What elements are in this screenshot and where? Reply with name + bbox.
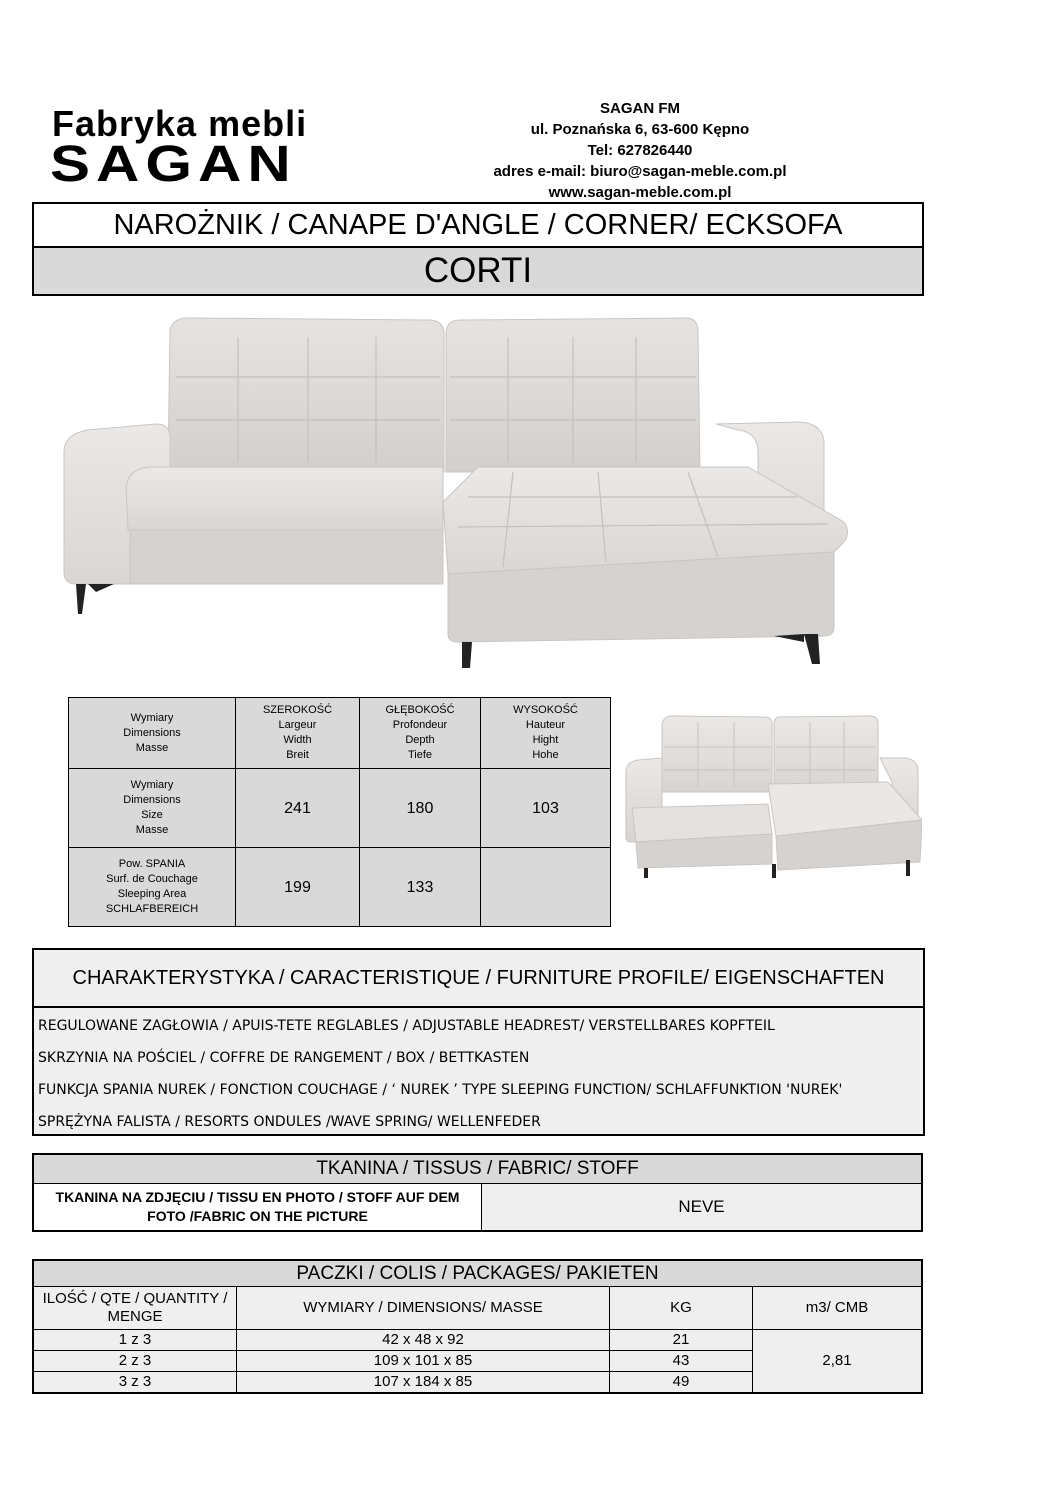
dims-row-label (69, 848, 236, 927)
fabric-label-line: FOTO /FABRIC ON THE PICTURE (147, 1208, 368, 1224)
dims-row-label-line: Masse (135, 824, 169, 836)
package-quantity: 3 z 3 (33, 1372, 237, 1394)
dims-row-label (69, 769, 236, 848)
characteristics-box (32, 948, 925, 1136)
dims-header-height-line: Hauteur (525, 719, 566, 731)
col-quantity-line: MENGE (107, 1308, 163, 1325)
package-kg: 43 (610, 1351, 753, 1372)
dims-header-height-line: Hight (532, 734, 559, 746)
sleeping-depth-value: 133 (360, 848, 481, 927)
product-model: CORTI (423, 251, 533, 290)
dims-row-label-line: SCHLAFBEREICH (105, 903, 199, 915)
dims-header-label-line: Wymiary (130, 711, 174, 724)
package-kg: 49 (610, 1372, 753, 1394)
dims-header-depth-line: GŁĘBOKOŚĆ (385, 704, 455, 716)
title-box (32, 202, 924, 296)
package-kg: 21 (610, 1330, 753, 1351)
product-category: NAROŻNIK / CANAPE D'ANGLE / CORNER/ ECKSOFA (34, 204, 922, 248)
contact-block (470, 98, 810, 203)
package-dimensions: 107 x 184 x 85 (237, 1372, 610, 1394)
dims-header-height (481, 698, 611, 769)
fabric-table (32, 1153, 923, 1232)
dims-row-label-line: Pow. SPANIA (118, 858, 186, 870)
company-address: ul. Poznańska 6, 63-600 Kępno (530, 121, 750, 138)
size-height-value: 103 (481, 769, 611, 848)
package-row (33, 1330, 922, 1351)
col-dimensions: WYMIARY / DIMENSIONS/ MASSE (237, 1287, 610, 1330)
characteristics-list (38, 1010, 842, 1138)
col-kg: KG (610, 1287, 753, 1330)
package-volume: 2,81 (753, 1330, 923, 1394)
dims-header-width-line: Largeur (278, 719, 317, 731)
dims-header-width-line: Breit (286, 749, 309, 761)
fabric-value: NEVE (482, 1184, 923, 1232)
package-quantity: 1 z 3 (33, 1330, 237, 1351)
characteristic-item: FUNKCJA SPANIA NUREK / FONCTION COUCHAGE / ‘ NUREK ’ TYPE SLEEPING FUNCTION/ SCHLAFFUNKTION 'NUREK' (38, 1082, 843, 1098)
col-quantity-line: ILOŚĆ / QTE / QUANTITY / (42, 1290, 228, 1307)
dims-header-depth-line: Profondeur (392, 719, 448, 731)
dims-header-depth (360, 698, 481, 769)
dims-header-height-line: Hohe (532, 749, 559, 761)
dims-header-label-line: Masse (135, 741, 169, 754)
packages-heading: PACZKI / COLIS / PACKAGES/ PAKIETEN (33, 1260, 922, 1287)
size-depth-value: 180 (360, 769, 481, 848)
characteristic-item: SKRZYNIA NA POŚCIEL / COFFRE DE RANGEMENT / BOX / BETTKASTEN (38, 1050, 530, 1066)
dims-row-label-line: Sleeping Area (117, 888, 187, 900)
characteristic-item: REGULOWANE ZAGŁOWIA / APUIS-TETE REGLABLES / ADJUSTABLE HEADREST/ VERSTELLBARES KOPFTEIL (38, 1018, 775, 1034)
packages-table (32, 1259, 923, 1394)
sofa-sleeping-image (622, 712, 922, 878)
logo-line2: SAGAN (50, 134, 297, 192)
dims-row-size (69, 769, 611, 848)
dims-header-label (69, 698, 236, 769)
size-width-value: 241 (236, 769, 360, 848)
company-email: adres e-mail: biuro@sagan-meble.com.pl (493, 163, 787, 180)
col-quantity (33, 1287, 237, 1330)
dims-row-label-line: Surf. de Couchage (106, 873, 198, 885)
fabric-heading: TKANINA / TISSUS / FABRIC/ STOFF (33, 1154, 922, 1184)
company-website: www.sagan-meble.com.pl (548, 184, 732, 201)
company-phone: Tel: 627826440 (587, 142, 693, 159)
package-quantity: 2 z 3 (33, 1351, 237, 1372)
characteristics-heading: CHARAKTERYSTYKA / CARACTERISTIQUE / FURNITURE PROFILE/ EIGENSCHAFTEN (34, 950, 923, 1008)
dims-row-label-line: Size (141, 809, 163, 821)
company-name: SAGAN FM (600, 100, 680, 117)
dims-row-label-line: Dimensions (123, 794, 181, 806)
col-volume: m3/ CMB (753, 1287, 923, 1330)
dims-header-depth-line: Depth (405, 734, 435, 746)
sleeping-height-value (481, 848, 611, 927)
fabric-label-line: TKANINA NA ZDJĘCIU / TISSU EN PHOTO / STOFF AUF DEM (55, 1189, 460, 1205)
dims-header-width-line: SZEROKOŚĆ (262, 704, 333, 716)
sofa-main-image (58, 312, 858, 674)
characteristic-item: SPRĘŻYNA FALISTA / RESORTS ONDULES /WAVE SPRING/ WELLENFEDER (38, 1114, 541, 1130)
dims-header-height-line: WYSOKOŚĆ (513, 704, 578, 716)
dims-row-label-line: Wymiary (130, 779, 174, 791)
sleeping-width-value: 199 (236, 848, 360, 927)
package-dimensions: 109 x 101 x 85 (237, 1351, 610, 1372)
package-dimensions: 42 x 48 x 92 (237, 1330, 610, 1351)
dims-header-width (236, 698, 360, 769)
dims-row-sleeping (69, 848, 611, 927)
fabric-label (33, 1184, 482, 1232)
logo-line1: Fabryka mebli (52, 103, 308, 144)
dims-header-depth-line: Tiefe (407, 749, 433, 761)
dims-header-label-line: Dimensions (123, 726, 181, 739)
dims-header-width-line: Width (283, 734, 312, 746)
dimensions-table (68, 697, 611, 927)
